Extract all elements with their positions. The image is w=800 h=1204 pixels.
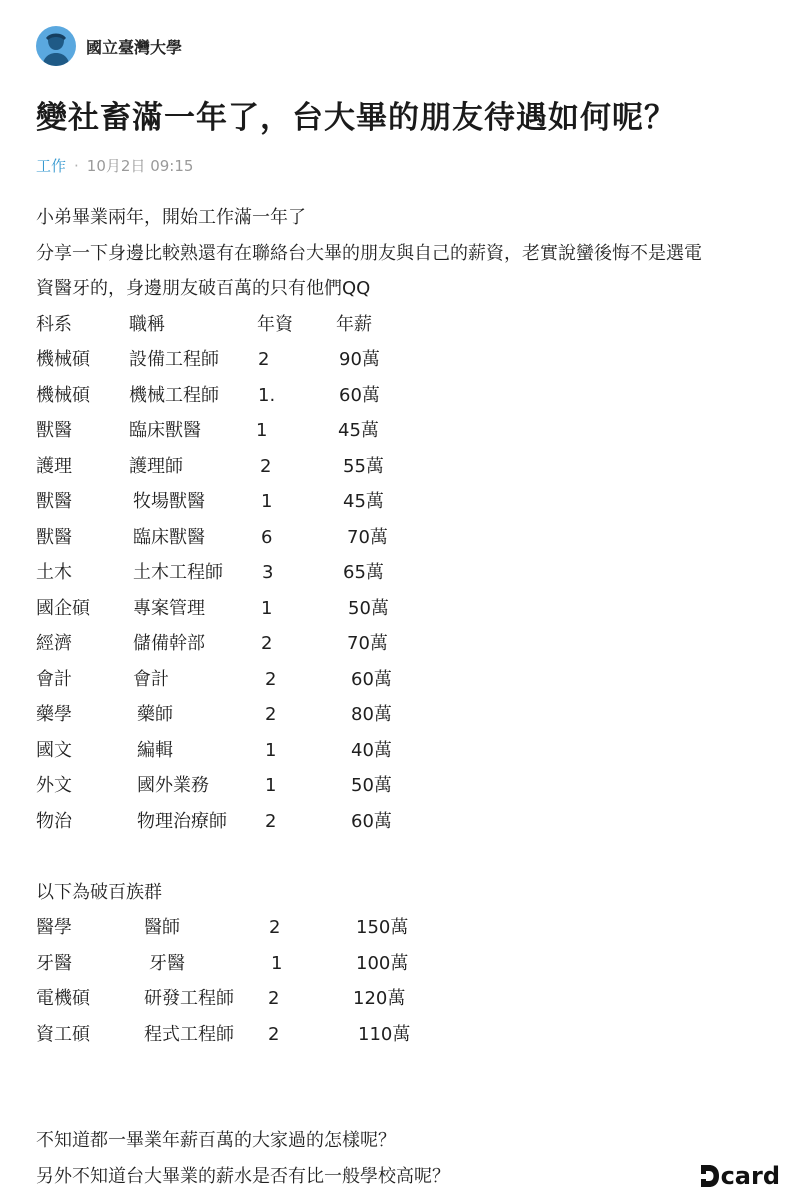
row-salary: 60萬 — [351, 810, 392, 832]
salary-row — [36, 378, 776, 414]
row-years: 2 — [265, 668, 277, 690]
row-salary: 60萬 — [339, 384, 380, 406]
header-title: 職稱 — [129, 313, 165, 335]
million-heading: 以下為破百族群 — [36, 881, 162, 903]
salary-table-header — [36, 307, 776, 343]
row-years: 1 — [271, 952, 283, 974]
row-salary: 45萬 — [338, 420, 379, 441]
salary-row — [36, 484, 776, 520]
intro-line: 分享一下身邊比較熟還有在聯絡台大畢的朋友與自己的薪資，老實說蠻後悔不是選電 — [36, 242, 702, 264]
row-title: 專案管理 — [133, 597, 205, 619]
row-salary: 70萬 — [347, 633, 388, 654]
row-dept: 牙醫 — [36, 952, 72, 974]
dcard-d-icon — [699, 1163, 721, 1189]
row-title: 醫師 — [144, 917, 180, 938]
million-row — [36, 910, 776, 946]
row-title: 臨床獸醫 — [133, 526, 205, 548]
row-dept: 醫學 — [36, 917, 72, 938]
header-dept: 科系 — [36, 313, 72, 335]
row-title: 儲備幹部 — [133, 633, 205, 654]
row-title: 會計 — [133, 668, 169, 690]
row-title: 藥師 — [137, 704, 173, 725]
row-dept: 電機碩 — [36, 988, 90, 1009]
row-years: 1 — [261, 491, 273, 512]
post-content — [36, 200, 776, 1194]
row-years: 1 — [256, 420, 268, 441]
outro-line: 另外不知道台大畢業的薪水是否有比一般學校高呢？ — [36, 1165, 450, 1187]
row-salary: 150萬 — [356, 917, 409, 938]
row-years: 6 — [261, 526, 273, 548]
row-years: 1. — [258, 384, 276, 406]
salary-row — [36, 697, 776, 733]
row-title: 編輯 — [137, 739, 173, 761]
salary-row — [36, 768, 776, 804]
outro-line: 不知道都一畢業年薪百萬的大家過的怎樣呢？ — [36, 1130, 396, 1151]
million-row — [36, 1017, 776, 1053]
row-salary: 90萬 — [339, 349, 380, 370]
salary-row — [36, 804, 776, 840]
row-dept: 經濟 — [36, 633, 72, 654]
row-title: 臨床獸醫 — [129, 420, 201, 441]
row-years: 2 — [260, 455, 272, 477]
row-dept: 資工碩 — [36, 1023, 90, 1045]
row-dept: 獸醫 — [36, 526, 72, 548]
board-avatar[interactable] — [36, 26, 76, 66]
row-dept: 國企碩 — [36, 597, 90, 619]
row-dept: 機械碩 — [36, 384, 90, 406]
row-dept: 土木 — [36, 562, 72, 583]
row-years: 2 — [268, 1023, 280, 1045]
salary-row — [36, 520, 776, 556]
row-years: 2 — [269, 917, 281, 938]
row-dept: 獸醫 — [36, 491, 72, 512]
row-salary: 55萬 — [343, 455, 384, 477]
salary-row — [36, 626, 776, 662]
post-topic-link[interactable]: 工作 — [36, 157, 67, 175]
header-years: 年資 — [257, 313, 293, 335]
million-row — [36, 946, 776, 982]
meta-separator: · — [74, 156, 79, 175]
row-title: 牧場獸醫 — [133, 491, 205, 512]
row-salary: 40萬 — [351, 739, 392, 761]
row-title: 機械工程師 — [129, 384, 219, 406]
row-title: 牙醫 — [149, 952, 185, 974]
board-header — [36, 26, 182, 66]
salary-row — [36, 733, 776, 769]
spacer — [36, 1052, 776, 1123]
salary-row — [36, 662, 776, 698]
row-title: 物理治療師 — [137, 810, 227, 832]
salary-row — [36, 449, 776, 485]
row-salary: 50萬 — [348, 597, 389, 619]
million-row — [36, 981, 776, 1017]
row-dept: 護理 — [36, 455, 72, 477]
row-years: 1 — [265, 739, 277, 761]
salary-row — [36, 591, 776, 627]
row-years: 3 — [262, 562, 274, 583]
row-title: 設備工程師 — [129, 349, 219, 370]
row-salary: 45萬 — [343, 491, 384, 512]
row-dept: 會計 — [36, 668, 72, 690]
row-salary: 70萬 — [347, 526, 388, 548]
dcard-logo-text: card — [720, 1162, 780, 1190]
row-dept: 藥學 — [36, 704, 72, 725]
salary-row — [36, 342, 776, 378]
spacer — [36, 839, 776, 875]
row-title: 研發工程師 — [144, 988, 234, 1009]
row-dept: 機械碩 — [36, 349, 90, 370]
row-salary: 100萬 — [356, 952, 409, 974]
dcard-logo — [699, 1162, 780, 1190]
row-title: 程式工程師 — [144, 1023, 234, 1045]
intro-line: 資醫牙的，身邊朋友破百萬的只有他們QQ — [36, 278, 371, 299]
row-years: 1 — [261, 597, 273, 619]
row-title: 護理師 — [129, 455, 183, 477]
row-salary: 110萬 — [358, 1023, 411, 1045]
row-years: 2 — [268, 988, 280, 1009]
header-salary: 年薪 — [336, 313, 372, 335]
row-years: 2 — [258, 349, 270, 370]
row-salary: 60萬 — [351, 668, 392, 690]
post-meta — [36, 155, 193, 176]
row-salary: 80萬 — [351, 704, 392, 725]
row-salary: 65萬 — [343, 562, 384, 583]
board-name[interactable]: 國立臺灣大學 — [86, 37, 183, 57]
row-title: 國外業務 — [137, 775, 209, 796]
row-years: 2 — [265, 704, 277, 725]
row-years: 2 — [261, 633, 273, 654]
row-years: 2 — [265, 810, 277, 832]
post-title: 變社畜滿一年了，台大畢的朋友待遇如何呢？ — [36, 100, 676, 136]
row-dept: 物治 — [36, 810, 72, 832]
row-dept: 獸醫 — [36, 420, 72, 441]
row-years: 1 — [265, 775, 277, 796]
row-dept: 國文 — [36, 739, 72, 761]
row-salary: 50萬 — [351, 775, 392, 796]
post-timestamp: 10月2日 09:15 — [86, 157, 194, 175]
intro-line: 小弟畢業兩年，開始工作滿一年了 — [36, 207, 306, 228]
person-silhouette-icon — [36, 26, 76, 66]
row-title: 土木工程師 — [133, 562, 223, 583]
row-salary: 120萬 — [353, 988, 406, 1009]
salary-row — [36, 413, 776, 449]
salary-row — [36, 555, 776, 591]
row-dept: 外文 — [36, 775, 72, 796]
